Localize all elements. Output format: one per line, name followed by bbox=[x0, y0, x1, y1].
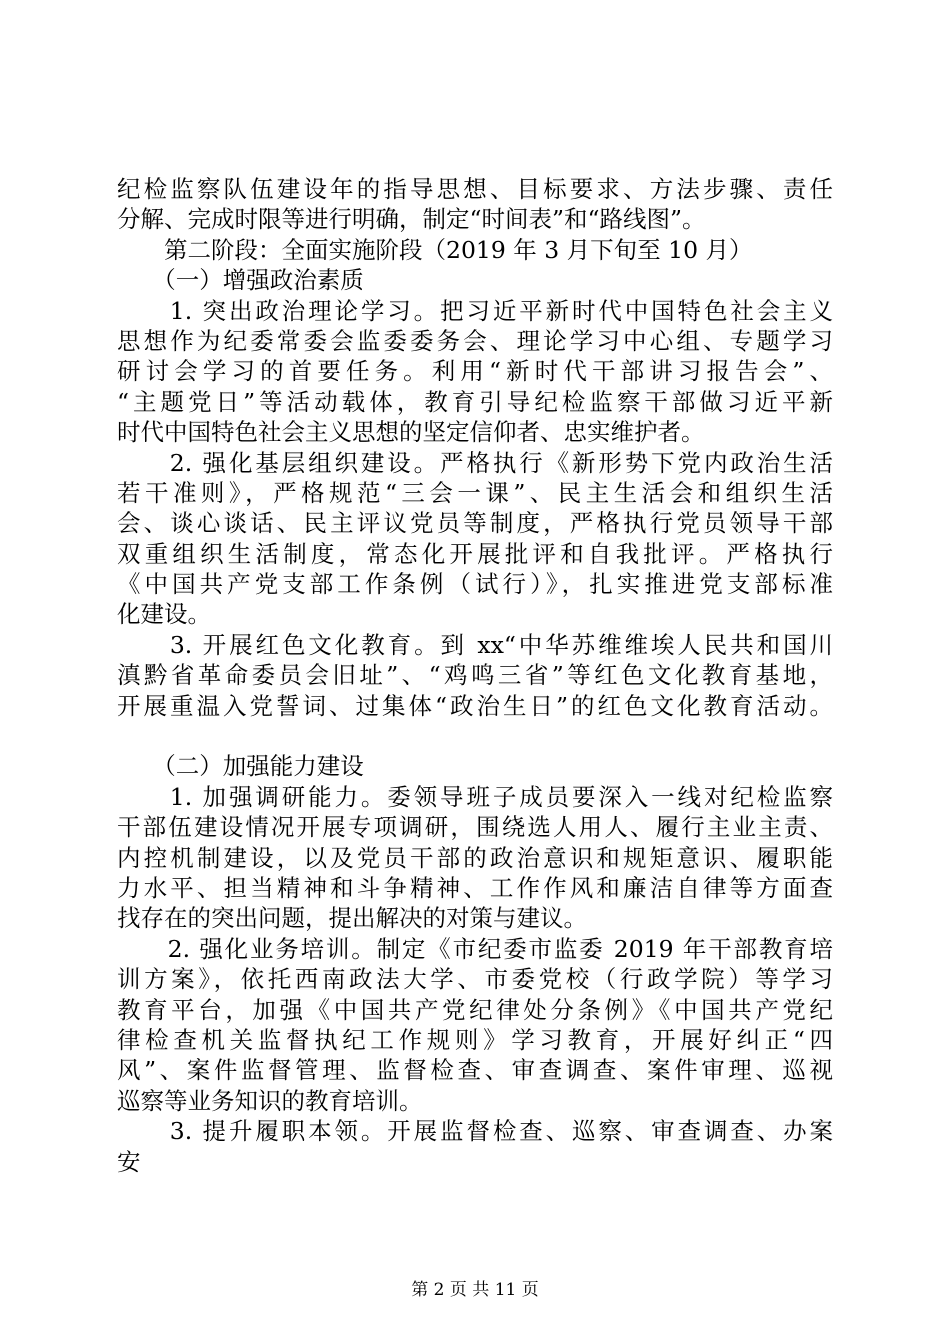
text-line: 1. 加强调研能力。委领导班子成员要深入一线对纪检监察 bbox=[117, 782, 833, 811]
text-line: 训方案》，依托西南政法大学、市委党校（行政学院）等学习 bbox=[117, 965, 833, 994]
text-line: 思想作为纪委常委会监委委务会、理论学习中心组、专题学习 bbox=[117, 326, 833, 355]
text-line: 找存在的突出问题，提出解决的对策与建议。 bbox=[117, 904, 587, 933]
text-line: 纪检监察队伍建设年的指导思想、目标要求、方法步骤、责任 bbox=[117, 175, 833, 203]
text-line: 教育平台，加强《中国共产党纪律处分条例》《中国共产党纪 bbox=[117, 995, 833, 1024]
text-line: 力水平、担当精神和斗争精神、工作作风和廉洁自律等方面查 bbox=[117, 873, 833, 902]
text-line: 3. 提升履职本领。开展监督检查、巡察、审查调查、办案 bbox=[117, 1117, 833, 1146]
text-line: 干部伍建设情况开展专项调研，围绕选人用人、履行主业主责、 bbox=[117, 813, 833, 842]
text-line: 内控机制建设，以及党员干部的政治意识和规矩意识、履职能 bbox=[117, 843, 833, 872]
text-line: 研讨会学习的首要任务。利用“新时代干部讲习报告会”、 bbox=[117, 357, 833, 386]
text-line: “主题党日”等活动载体，教育引导纪检监察干部做习近平新 bbox=[117, 387, 833, 416]
blank-line bbox=[117, 721, 833, 751]
text-line: 巡察等业务知识的教育培训。 bbox=[117, 1086, 423, 1115]
text-line: 开展重温入党誓词、过集体“政治生日”的红色文化教育活动。 bbox=[117, 691, 833, 720]
text-line: 风”、案件监督管理、监督检查、审查调查、案件审理、巡视 bbox=[117, 1056, 833, 1085]
text-line: 3. 开展红色文化教育。到 xx“中华苏维维埃人民共和国川 bbox=[117, 630, 833, 659]
text-line: 1. 突出政治理论学习。把习近平新时代中国特色社会主义 bbox=[117, 296, 833, 325]
text-line: 2. 强化业务培训。制定《市纪委市监委 2019 年干部教育培 bbox=[117, 934, 833, 963]
text-line: 律检查机关监督执纪工作规则》学习教育，开展好纠正“四 bbox=[117, 1025, 833, 1054]
document-body bbox=[117, 174, 833, 1177]
text-line: 化建设。 bbox=[117, 600, 211, 629]
text-line: 《中国共产党支部工作条例（试行）》，扎实推进党支部标准 bbox=[117, 570, 833, 599]
subsection-heading: （二）加强能力建设 bbox=[117, 752, 364, 781]
section-heading: 第二阶段：全面实施阶段（2019 年 3 月下旬至 10 月） bbox=[117, 235, 753, 264]
text-line: 2. 强化基层组织建设。严格执行《新形势下党内政治生活 bbox=[117, 448, 833, 477]
text-line: 安 bbox=[117, 1147, 141, 1176]
text-line: 双重组织生活制度，常态化开展批评和自我批评。严格执行 bbox=[117, 539, 833, 568]
text-line: 会、谈心谈话、民主评议党员等制度，严格执行党员领导干部 bbox=[117, 509, 833, 538]
text-line: 若干准则》，严格规范“三会一课”、民主生活会和组织生活 bbox=[117, 478, 833, 507]
text-line: 分解、完成时限等进行明确，制定“时间表”和“路线图”。 bbox=[117, 205, 706, 234]
page-number-footer: 第 2 页 共 11 页 bbox=[411, 1280, 539, 1300]
text-line: 时代中国特色社会主义思想的坚定信仰者、忠实维护者。 bbox=[117, 418, 705, 447]
text-line: 滇黔省革命委员会旧址”、“鸡鸣三省”等红色文化教育基地， bbox=[117, 661, 833, 690]
subsection-heading: （一）增强政治素质 bbox=[117, 266, 364, 295]
